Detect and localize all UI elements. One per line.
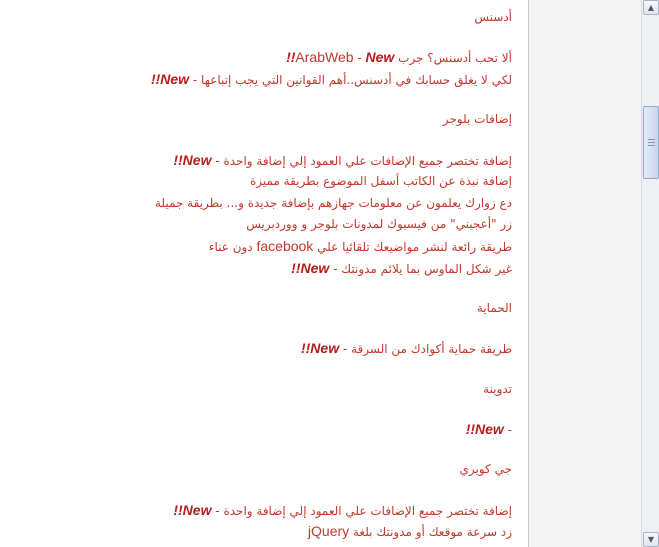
list-item[interactable]: طريقة رائعة لنشر مواضيعك تلقائيا علي facebook دون عناء — [208, 238, 512, 254]
new-badge: New!! — [291, 260, 330, 276]
list-item[interactable]: غير شكل الماوس بما يلائم مدونتك - New!! — [291, 260, 512, 276]
list-item[interactable]: ألا تحب أدسنس؟ جرب ArabWeb - New!! — [286, 49, 512, 65]
scrollbar-thumb[interactable] — [643, 106, 659, 179]
arrow-up-icon[interactable]: ▲ — [643, 0, 659, 15]
new-badge: New!! — [150, 71, 190, 87]
arrow-down-icon[interactable]: ▼ — [643, 532, 659, 547]
list-item[interactable]: - New!! — [465, 421, 512, 437]
new-badge: New!! — [465, 421, 504, 437]
new-badge: New!! — [173, 502, 212, 518]
list-item[interactable]: دع زوارك يعلمون عن معلومات جهازهم بإضافة جديدة و... بطريقة جميلة — [154, 196, 512, 210]
list-item[interactable]: إضافة تختصر جميع الإضافات علي العمود إلي إضافة واحدة - New!! — [173, 152, 512, 168]
side-margin — [529, 0, 641, 547]
list-item[interactable]: زر "أعجبني" من فيسبوك لمدونات بلوجر و ووردبريس — [246, 217, 512, 231]
section-heading: الحماية — [476, 301, 512, 315]
new-badge: New!! — [300, 340, 340, 356]
list-item[interactable]: طريقة حماية أكوادك من السرقة - New!! — [300, 340, 512, 356]
list-item[interactable]: إضافة نبذة عن الكاتب أسفل الموضوع بطريقة مميزة — [249, 174, 512, 188]
section-heading: تدوينة — [483, 382, 512, 396]
section-heading: إضافات بلوجر — [442, 112, 512, 126]
list-item[interactable]: لكي لا يغلق حسابك في أدسنس..أهم القوانين التي يجب إتباعها - New!! — [150, 71, 512, 87]
list-item[interactable]: زد سرعة موقعك أو مدونتك بلغة jQuery — [307, 523, 512, 539]
section-heading: جي كويري — [459, 462, 512, 476]
new-badge: New!! — [173, 152, 212, 168]
new-badge: New!! — [286, 49, 395, 65]
list-item[interactable]: إضافة تختصر جميع الإضافات علي العمود إلي إضافة واحدة - New!! — [173, 502, 512, 518]
section-heading: أدسنس — [474, 10, 512, 24]
vertical-scrollbar[interactable] — [641, 0, 659, 547]
